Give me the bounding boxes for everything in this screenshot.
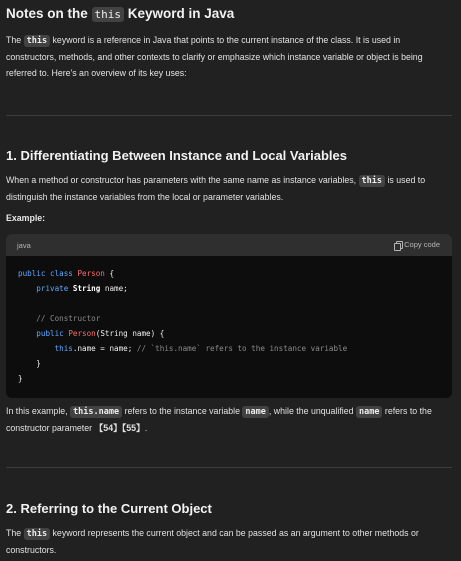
inline-code: this xyxy=(92,7,125,22)
citation-refs[interactable]: 【54】【55】 xyxy=(94,423,145,433)
intro-paragraph: The this keyword is a reference in Java that points to the current instance of the class. It is used in constructors, methods, and other contexts to clarify or emphasize which instance variable or object is being referred to. Here's an overview of its key uses: xyxy=(6,35,423,78)
inline-code: name xyxy=(356,406,382,418)
explanation-paragraph: In this example, this.name refers to the instance variable name , while the unqualified name refers to the constructor parameter 【54】【55】. xyxy=(6,406,432,433)
inline-code: this.name xyxy=(70,406,122,418)
divider xyxy=(6,115,452,116)
inline-code: this xyxy=(359,175,385,187)
section1-paragraph: When a method or constructor has parameters with the same name as instance variables, this is used to distinguish the instance variables from the local or parameter variables. xyxy=(6,175,426,202)
copy-icon xyxy=(394,241,401,249)
section2-paragraph: The this keyword represents the current object and can be passed as an argument to other methods or constructors. xyxy=(6,528,419,555)
section-heading-2: 2. Referring to the Current Object xyxy=(6,501,212,516)
inline-code: this xyxy=(24,528,50,540)
code-language: java xyxy=(17,241,31,250)
copy-code-button[interactable]: Copy code xyxy=(394,240,440,249)
code-block-header xyxy=(6,234,452,256)
page-title: Notes on the this Keyword in Java xyxy=(6,6,235,21)
example-label: Example: xyxy=(6,213,46,223)
inline-code: this xyxy=(24,35,50,47)
code-content: public class Person { private String name; // Constructor public Person(String name) { this.name = name; // `this.name` refers to the instance variable } } xyxy=(18,269,348,383)
inline-code: name xyxy=(242,406,268,418)
section-heading-1: 1. Differentiating Between Instance and Local Variables xyxy=(6,148,347,163)
divider xyxy=(6,467,452,468)
code-block xyxy=(6,234,452,398)
